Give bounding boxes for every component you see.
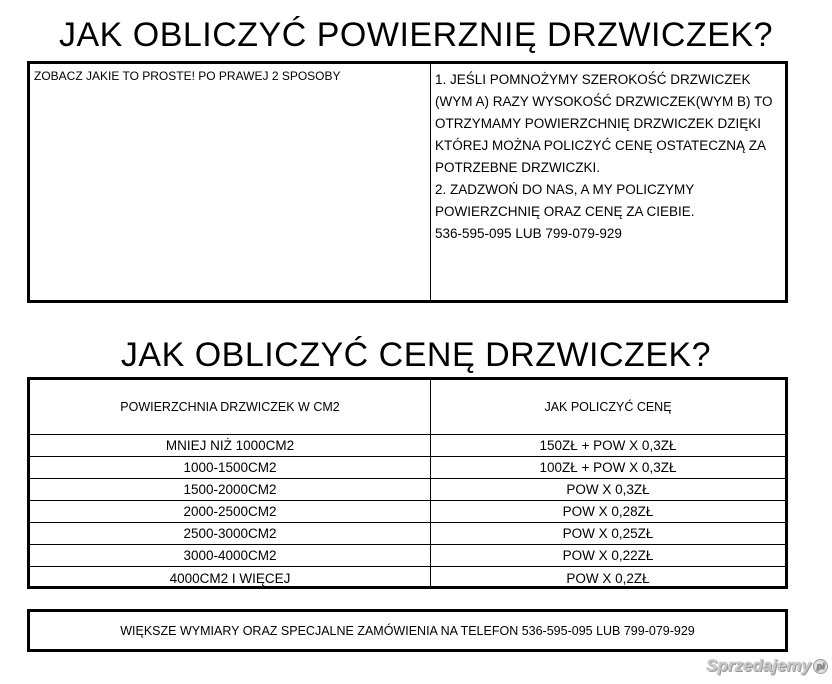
- method-line: 2. ZADZWOŃ DO NAS, A MY POLICZYMY: [435, 182, 695, 197]
- table-row: [30, 479, 785, 501]
- price-cell: POW X 0,3ZŁ: [566, 482, 650, 497]
- price-cell: POW X 0,25ZŁ: [562, 526, 654, 541]
- surface-cell: 1000-1500CM2: [30, 457, 431, 478]
- price-cell: POW X 0,2ZŁ: [566, 570, 650, 586]
- surface-cell: 2500-3000CM2: [30, 523, 431, 544]
- table-row: [30, 457, 785, 479]
- surface-intro-text: ZOBACZ JAKIE TO PROSTE! PO PRAWEJ 2 SPOSOBY: [30, 64, 431, 300]
- table-row: [30, 523, 785, 545]
- header-surface: POWIERZCHNIA DRZWICZEK W CM2: [30, 380, 431, 434]
- surface-cell: 2000-2500CM2: [30, 501, 431, 522]
- watermark-text: Sprzedajemy: [706, 656, 811, 675]
- method-line: KTÓREJ MOŻNA POLICZYĆ CENĘ OSTATECZNĄ ZA: [435, 138, 767, 153]
- table-row: [30, 501, 785, 523]
- method-line: (WYM A) RAZY WYSOKOŚĆ DRZWICZEK(WYM B) TO: [435, 94, 773, 109]
- surface-cell: 4000CM2 I WIĘCEJ: [30, 567, 431, 589]
- surface-cell: 3000-4000CM2: [30, 545, 431, 566]
- table-row: [30, 567, 785, 589]
- price-table: [27, 377, 788, 589]
- watermark-badge-icon: pl: [813, 659, 828, 674]
- price-cell: POW X 0,22ZŁ: [562, 548, 654, 563]
- table-row: [30, 435, 785, 457]
- header-price: JAK POLICZYĆ CENĘ: [544, 400, 672, 414]
- surface-cell: 1500-2000CM2: [30, 479, 431, 500]
- price-cell: POW X 0,28ZŁ: [562, 504, 654, 519]
- price-table-body: [30, 435, 785, 589]
- method-line: 536-595-095 LUB 799-079-929: [435, 226, 622, 241]
- surface-info-box: [27, 61, 788, 303]
- surface-methods-text: [431, 64, 785, 300]
- price-cell: 150ZŁ + POW X 0,3ZŁ: [539, 438, 677, 453]
- method-line: POWIERZCHNIĘ ORAZ CENĘ ZA CIEBIE.: [435, 204, 695, 219]
- watermark-logo: [706, 652, 828, 680]
- page-title-surface: JAK OBLICZYĆ POWIERZNIĘ DRZWICZEK?: [58, 16, 774, 54]
- surface-cell: MNIEJ NIŻ 1000CM2: [30, 435, 431, 456]
- table-row: [30, 545, 785, 567]
- method-line: POTRZEBNE DRZWICZKI.: [435, 160, 600, 175]
- price-cell: 100ZŁ + POW X 0,3ZŁ: [539, 460, 677, 475]
- footer-note: WIĘKSZE WYMIARY ORAZ SPECJALNE ZAMÓWIENIA NA TELEFON 536-595-095 LUB 799-079-929: [27, 609, 788, 652]
- page-title-price: JAK OBLICZYĆ CENĘ DRZWICZEK?: [120, 336, 712, 374]
- price-table-header: [30, 380, 785, 435]
- method-line: OTRZYMAMY POWIERZCHNIĘ DRZWICZEK DZIĘKI: [435, 116, 762, 131]
- method-line: 1. JEŚLI POMNOŻYMY SZEROKOŚĆ DRZWICZEK: [435, 72, 751, 87]
